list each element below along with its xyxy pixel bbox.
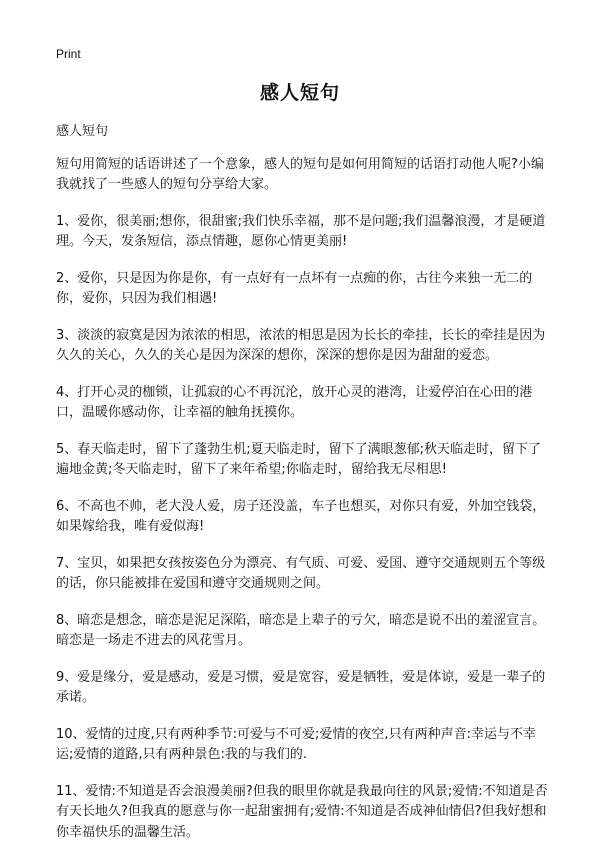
article-subtitle: 感人短句 — [56, 124, 109, 139]
quote-item-8: 8、暗恋是想念，暗恋是泥足深陷，暗恋是上辈子的亏欠，暗恋是说不出的羞涩宣言。暗恋是一场走不进去的风花雪月。 — [56, 612, 546, 648]
print-link[interactable]: Print — [56, 47, 81, 61]
quote-item-4: 4、打开心灵的枷锁，让孤寂的心不再沉沦，放开心灵的港湾，让爱停泊在心田的港口，温暖你感动你，让幸福的触角抚摸你。 — [56, 384, 533, 420]
page-title: 感人短句 — [259, 82, 340, 104]
article-body — [56, 122, 548, 859]
quote-item-3: 3、淡淡的寂寞是因为浓浓的相思，浓浓的相思是因为长长的牵挂，长长的牵挂是因为久久的关心，久久的关心是因为深深的想你，深深的想你是因为甜甜的爱恋。 — [56, 327, 546, 363]
quote-item-2: 2、爱你，只是因为你是你，有一点好有一点坏有一点痴的你，古往今来独一无二的你，爱你，只因为我们相遇! — [56, 270, 533, 306]
quote-item-5: 5、春天临走时，留下了蓬勃生机;夏天临走时，留下了满眼葱郁;秋天临走时，留下了遍地金黄;冬天临走时，留下了来年希望;你临走时，留给我无尽相思! — [56, 441, 542, 477]
quote-item-10: 10、爱情的过度,只有两种季节:可爱与不可爱;爱情的夜空,只有两种声音:幸运与不幸运;爱情的道路,只有两种景色:我的与我们的. — [56, 726, 536, 762]
quote-item-1: 1、爱你，很美丽;想你，很甜蜜;我们快乐幸福，那不是问题;我们温馨浪漫，才是硬道理。今天，发条短信，添点情趣，愿你心情更美丽! — [56, 213, 546, 249]
quote-item-7: 7、宝贝，如果把女孩按姿色分为漂亮、有气质、可爱、爱国、遵守交通规则五个等级的话，你只能被排在爱国和遵守交通规则之间。 — [56, 555, 546, 591]
quote-item-11: 11、爱情:不知道是否会浪漫美丽?但我的眼里你就是我最向往的风景;爱情:不知道是否有天长地久?但我真的愿意与你一起甜蜜拥有;爱情:不知道是否成神仙情侣?但我好想和你幸福快乐的温馨生活。 — [56, 783, 548, 840]
article-intro: 短句用简短的话语讲述了一个意象，感人的短句是如何用简短的话语打动他人呢?小编我就找了一些感人的短句分享给大家。 — [56, 156, 544, 192]
quote-item-6: 6、不高也不帅，老大没人爱，房子还没盖，车子也想买，对你只有爱，外加空钱袋，如果嫁给我，唯有爱似海! — [56, 498, 546, 534]
quote-item-9: 9、爱是缘分，爱是感动，爱是习惯，爱是宽容，爱是牺牲，爱是体谅，爱是一辈子的承诺。 — [56, 669, 546, 705]
